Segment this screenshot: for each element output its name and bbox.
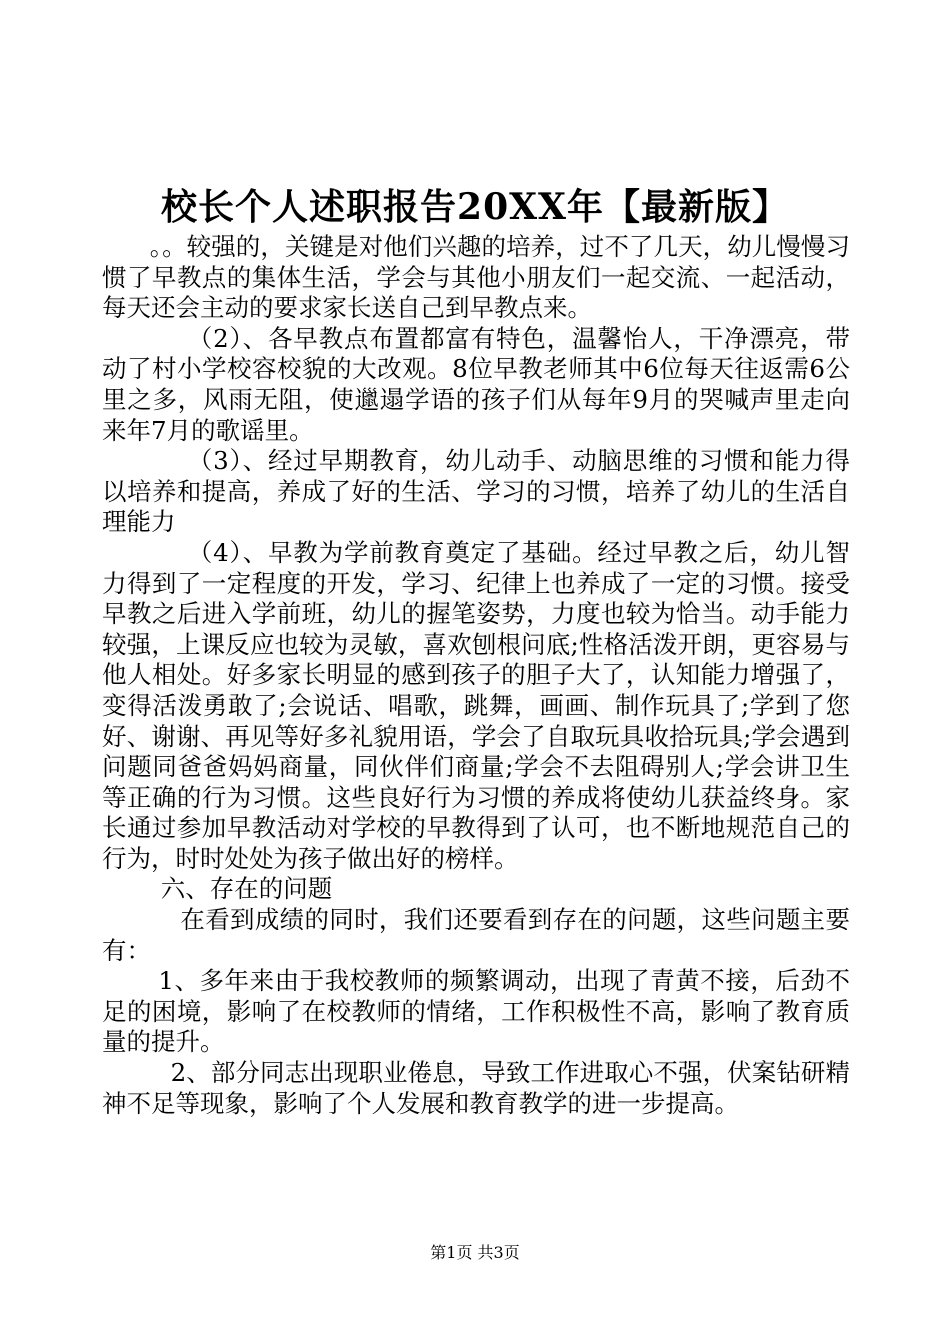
page-footer: 第1页 共3页 <box>430 1243 520 1262</box>
paragraph-item-4: （4）、早教为学前教育奠定了基础。经过早教之后，幼儿智力得到了一定程度的开发，学习、纪律上也养成了一定的习惯。接受早教之后进入学前班，幼儿的握笔姿势，力度也较为恰当。动手能力较强，上课反应也较为灵敏，喜欢刨根问底;性格活泼开朗，更容易与他人相处。好多家长明显的感到孩子的胆子大了，认知能力增强了，变得活泼勇敢了;会说话、唱歌，跳舞，画画、制作玩具了;学到了您好、谢谢、再见等好多礼貌用语，学会了自取玩具收拾玩具;学会遇到问题同爸爸妈妈商量，同伙伴们商量;学会不去阻碍别人;学会讲卫生等正确的行为习惯。这些良好行为习惯的养成将使幼儿获益终身。家长通过参加早教活动对学校的早教得到了认可，也不断地规范自己的行为，时时处处为孩子做出好的榜样。 <box>102 537 850 873</box>
document-body <box>102 232 850 1119</box>
paragraph-problem-1: 1、多年来由于我校教师的频繁调动，出现了青黄不接，后劲不足的困境，影响了在校教师的情绪，工作积极性不高，影响了教育质量的提升。 <box>102 966 850 1057</box>
page-title: 校长个人述职报告20XX年【最新版】 <box>161 186 789 228</box>
paragraph-problem-2: 2、部分同志出现职业倦息，导致工作进取心不强，伏案钻研精神不足等现象，影响了个人发展和教育教学的进一步提高。 <box>102 1058 850 1118</box>
section-heading: 六、存在的问题 <box>160 874 333 904</box>
paragraph-item-2: （2）、各早教点布置都富有特色，温馨怡人，干净漂亮，带动了村小学校容校貌的大改观。8位早教老师其中6位每天往返需6公里之多，风雨无阻，使邋遢学语的孩子们从每年9月的哭喊声里走向来年7月的歌谣里。 <box>102 323 850 445</box>
paragraph-problems-lead: 在看到成绩的同时，我们还要看到存在的问题，这些问题主要有： <box>102 905 850 965</box>
paragraph-intro: 。。较强的，关键是对他们兴趣的培养，过不了几天，幼儿慢慢习惯了早教点的集体生活，学会与其他小朋友们一起交流、一起活动，每天还会主动的要求家长送自己到早教点来。 <box>102 232 850 323</box>
paragraph-item-3: （3）、经过早期教育，幼儿动手、动脑思维的习惯和能力得以培养和提高，养成了好的生活、学习的习惯，培养了幼儿的生活自理能力 <box>102 446 850 537</box>
